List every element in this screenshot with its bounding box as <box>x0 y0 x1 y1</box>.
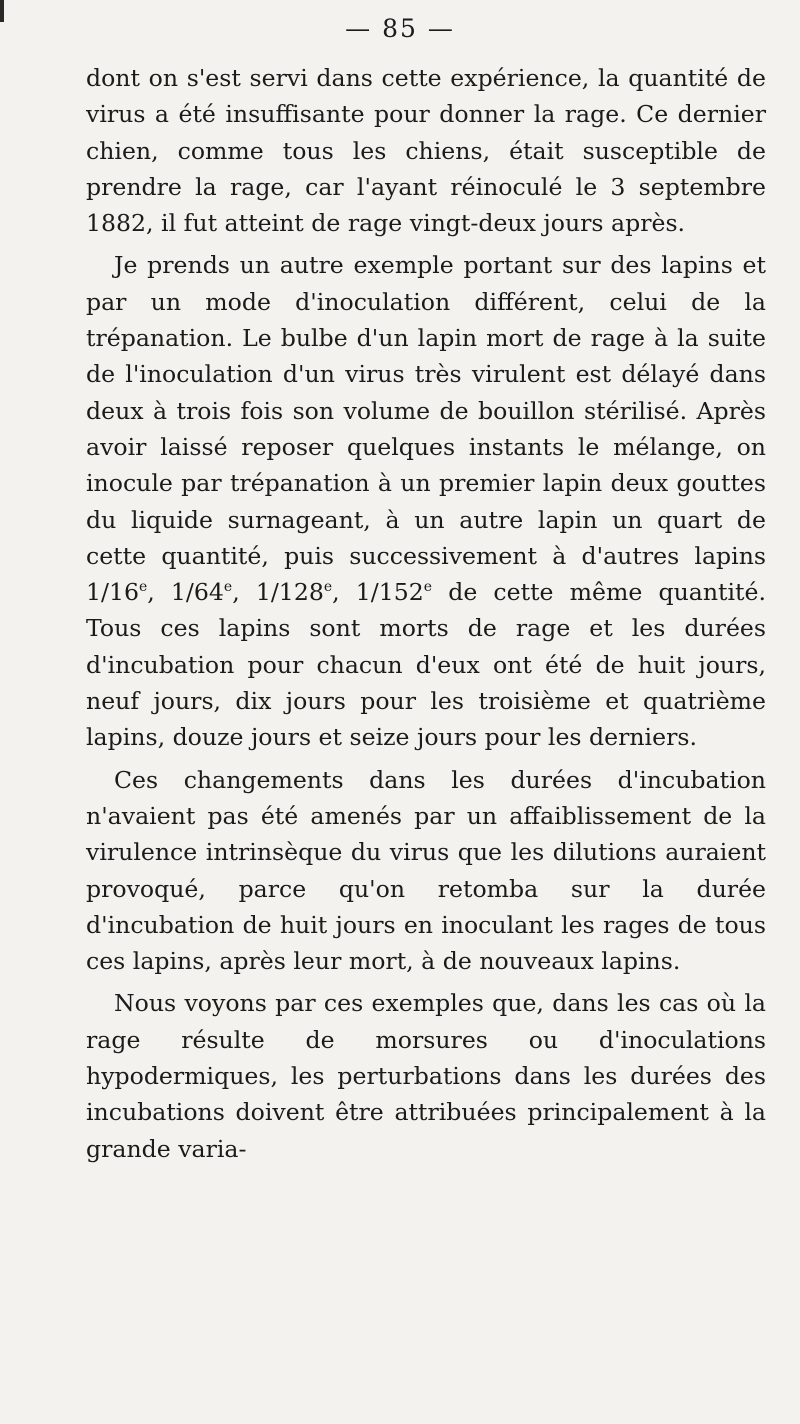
fraction-1-128: 1/128e, <box>255 578 356 607</box>
body-text <box>86 60 766 1173</box>
paragraph-2 <box>86 247 766 755</box>
paragraph-3: Ces changements dans les durées d'incubation n'avaient pas été amenés par un affaiblissement de la virulence intrinsèque du virus que les dilutions auraient provoqué, parce qu'on retomba sur la durée d'incubation de huit jours en inoculant les rages de tous ces lapins, après leur mort, à de nouveaux lapins. <box>86 765 766 976</box>
fraction-1-64: 1/64e, <box>170 578 256 607</box>
paragraph-2-part-a: Je prends un autre exemple portant sur des lapins et par un mode d'inoculation différent, celui de la trépanation. Le bulbe d'un lapin mort de rage à la suite de l'inoculation d'un virus très virulent est délayé dans deux à trois fois son volume de bouillon stérilisé. Après avoir laissé reposer quelques instants le mélange, on inocule par trépanation à un premier lapin deux gouttes du liquide surnageant, à un autre lapin un quart de cette quantité, puis successivement à d'autres lapins <box>86 251 766 570</box>
fraction-1-16: 1/16e, <box>86 578 171 607</box>
fraction-1-152: 1/152e <box>355 578 433 607</box>
page-number: — 85 — <box>345 14 455 43</box>
paragraph-1: dont on s'est servi dans cette expérience, la quantité de virus a été insuffisante pour donner la rage. Ce dernier chien, comme tous les chiens, était susceptible de prendre la rage, car l'ayant réinoculé le 3 septembre 1882, il fut atteint de rage vingt-deux jours après. <box>86 64 766 238</box>
paragraph-4: Nous voyons par ces exemples que, dans les cas où la rage résulte de morsures ou d'inoculations hypodermiques, les perturbations dans les durées des incubations doivent être attribuées principalement à la grande varia- <box>86 989 766 1163</box>
paragraph-2-part-b: de cette même quantité. Tous ces lapins sont morts de rage et les durées d'incubation pour chacun d'eux ont été de huit jours, neuf jours, dix jours pour les troisième et quatrième lapins, douze jours et seize jours pour les derniers. <box>86 578 767 752</box>
